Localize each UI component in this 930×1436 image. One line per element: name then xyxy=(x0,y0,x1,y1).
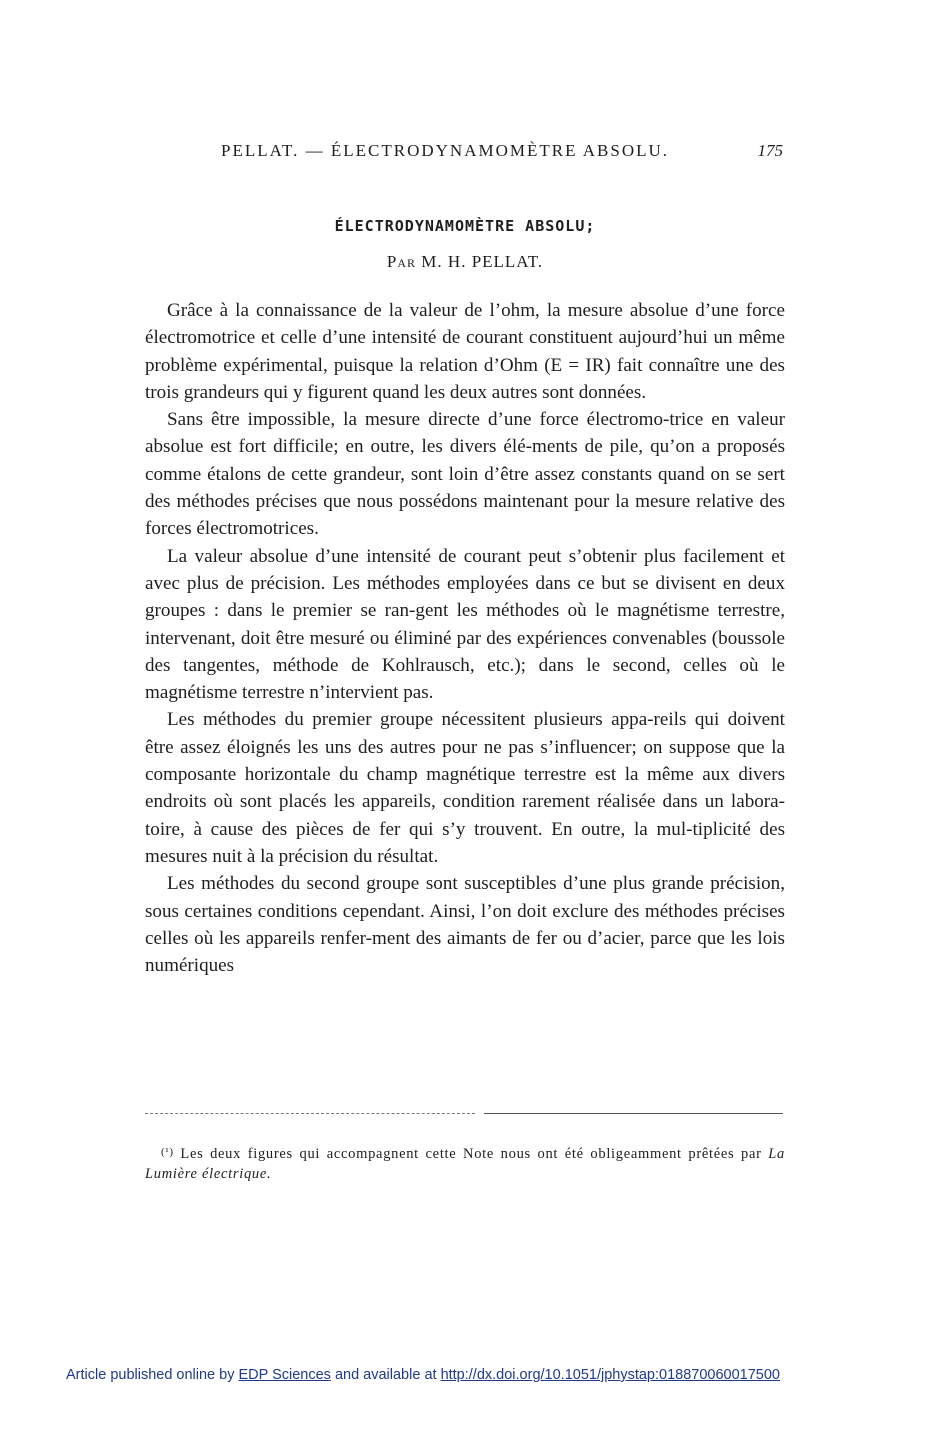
article-title: ÉLECTRODYNAMOMÈTRE ABSOLU; xyxy=(334,217,596,235)
paragraph-5: Les méthodes du second groupe sont susceptibles d’une plus grande précision, sous certaines conditions cependant. Ainsi, l’on doit exclure des méthodes précises celles où les appareils renfer-ment des aimants de fer ou d’acier, parce que les lois numériques xyxy=(145,873,785,977)
paragraph-1: Grâce à la connaissance de la valeur de l’ohm, la mesure absolue d’une force électromotrice et celle d’une intensité de courant constituent aujourd’hui un même problème expérimental, puisque la relation d’Ohm (E = IR) fait connaître une des trois grandeurs qui y figurent quand les deux autres sont données. xyxy=(145,300,785,403)
doi-link[interactable]: http://dx.doi.org/10.1051/jphystap:018870060017500 xyxy=(440,1367,780,1383)
running-title: PELLAT. — ÉLECTRODYNAMOMÈTRE ABSOLU. xyxy=(221,141,670,160)
publisher-link[interactable]: EDP Sciences xyxy=(238,1367,331,1383)
body-text xyxy=(145,297,785,979)
publication-middle: and available at xyxy=(334,1367,437,1383)
footnote-divider-dashed xyxy=(145,1113,475,1114)
running-header xyxy=(221,141,783,165)
publication-prefix: Article published online by xyxy=(66,1367,235,1383)
footnote xyxy=(145,1142,785,1184)
paragraph-2: Sans être impossible, la mesure directe d’une force électromo-trice en valeur absolue est fort difficile; en outre, les divers élé-ments de pile, qu’on a proposés comme étalons de cette grandeur, sont loin d’être assez constants quand on se sert des méthodes précises que nous possédons maintenant pour la mesure relative des forces électromotrices. xyxy=(145,409,785,540)
byline xyxy=(0,252,930,272)
footnote-marker: (¹) xyxy=(161,1146,174,1158)
footnote-text: Les deux figures qui accompagnent cette Note nous ont été obligeamment prêtées par xyxy=(180,1146,762,1162)
footnote-journal: La Lumière électrique. xyxy=(145,1146,786,1182)
paragraph-4: Les méthodes du premier groupe nécessitent plusieurs appa-reils qui doivent être assez éloignés les uns des autres pour ne pas s’influencer; on suppose que la composante horizontale du champ magnétique terrestre est la même aux divers endroits où sont placés les appareils, condition rarement réalisée dans un labora-toire, à cause des pièces de fer qui s’y trouvent. En outre, la mul-tiplicité des mesures nuit à la précision du résultat. xyxy=(145,709,785,867)
publication-line xyxy=(66,1367,780,1383)
footnote-divider-solid xyxy=(484,1113,783,1114)
byline-author: M. H. PELLAT. xyxy=(421,252,544,271)
byline-par: Par xyxy=(386,252,417,271)
paragraph-3: La valeur absolue d’une intensité de courant peut s’obtenir plus facilement et avec plus de précision. Les méthodes employées dans ce but se divisent en deux groupes : dans le premier se ran-gent les méthodes où le magnétisme terrestre, intervenant, doit être mesuré ou éliminé par des expériences convenables (boussole des tangentes, méthode de Kohlrausch, etc.); dans le second, celles où le magnétisme terrestre n’intervient pas. xyxy=(145,545,785,704)
page-number: 175 xyxy=(757,141,783,160)
